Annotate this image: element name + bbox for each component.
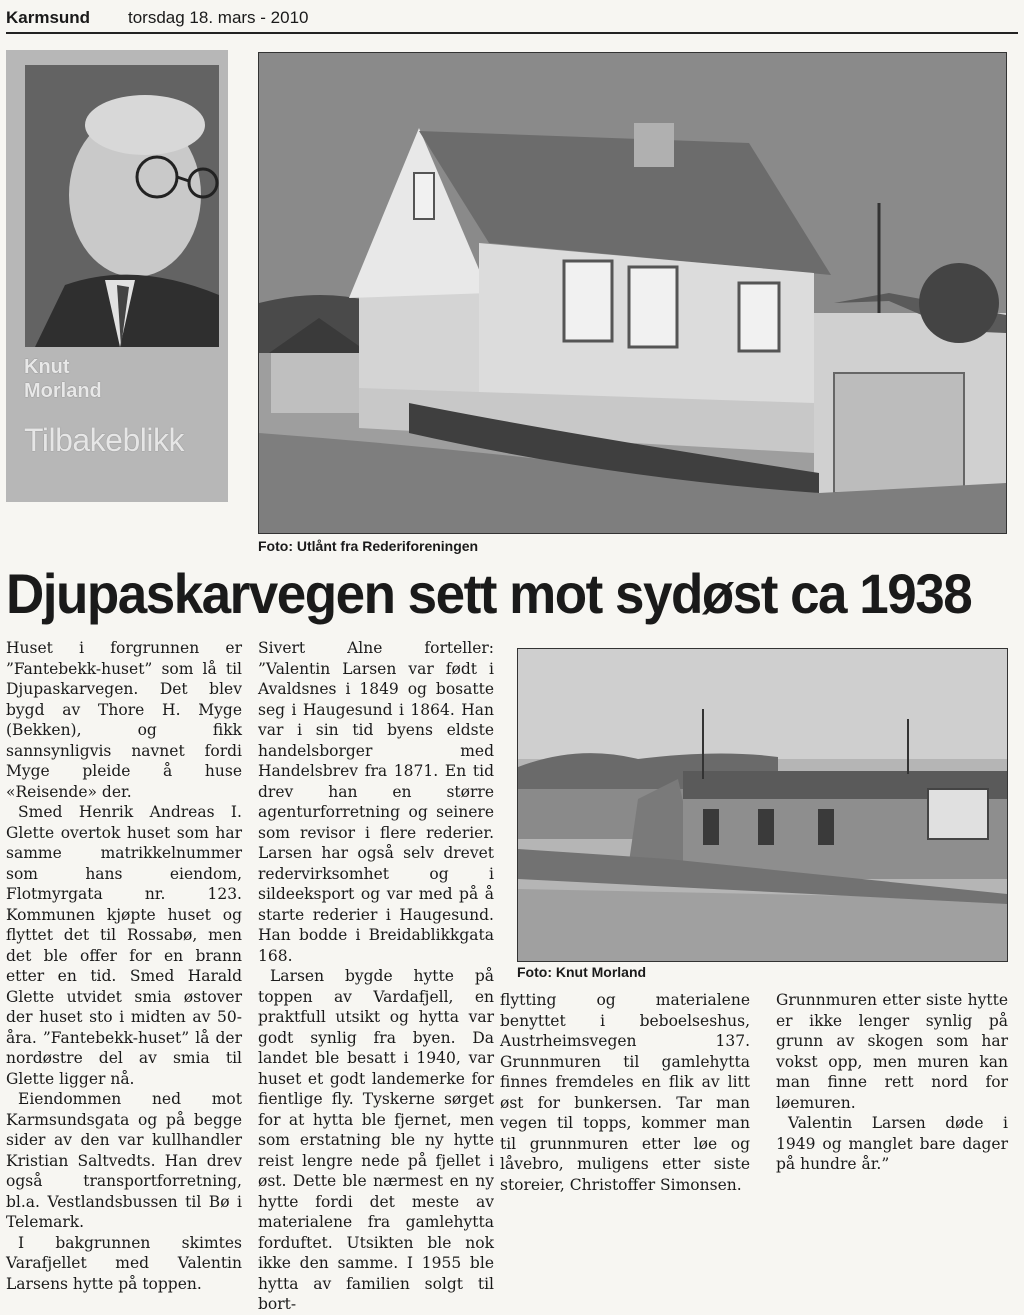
author-first-name: Knut: [24, 356, 70, 378]
page-header: [6, 4, 1018, 34]
author-last-name: Morland: [24, 380, 102, 402]
author-box: [6, 50, 228, 502]
article-column-2: [258, 638, 494, 1315]
article-column-1: [6, 638, 242, 1294]
article-paragraph: Huset i forgrunnen er ”Fantebekk-huset” som lå til Djupaskarvegen. Det blev bygd av Thore H. Myge (Bekken), og fikk sannsynligvis navnet fordi Myge pleide å huse «Reisende» der.: [6, 639, 242, 801]
article-paragraph: Larsen bygde hytte på toppen av Vardafjell, en praktfull utsikt og hytta var godt synlig fra byen. Da landet ble besatt i 1940, var huset et godt landemerke for fientlige fly. Tyskerne sørget for at hytta ble fjernet, men som erstatning ble ny hytte reist lengre nede på fjellet i øst. Dette ble nærmest en ny hytte fordi det meste av materialene fra gamlehytta forduftet. Utsikten ble nok ikke den samme. I 1955 ble hytta av familien solgt til bort-: [258, 967, 494, 1313]
article-column-4: [776, 990, 1008, 1175]
article-headline: Djupaskarvegen sett mot sydøst ca 1938: [6, 563, 972, 626]
author-byline: [24, 355, 224, 403]
main-photo-house: [258, 52, 1007, 534]
main-photo-caption: Foto: Utlånt fra Rederiforeningen: [258, 538, 479, 554]
newspaper-name: Karmsund: [6, 8, 91, 27]
issue-date: torsdag 18. mars - 2010: [128, 8, 309, 27]
author-portrait-image: [25, 65, 219, 347]
article-paragraph: Sivert Alne forteller: ”Valentin Larsen var født i Avaldsnes i 1849 og bosatte seg i Haugesund i 1864. Han var i sin tid byens eldste handelsborger med Handelsbrev fra 1871. En tid drev han en større agenturforretning og seinere som revisor i flere rederier. Larsen har også selv drevet redervirksomhet og i sildeeksport og var med på å starte rederier i Haugesund. Han bodde i Breidablikkgata 168.: [258, 639, 494, 965]
article-column-3: [500, 990, 750, 1195]
second-photo-street: [517, 648, 1008, 962]
article-paragraph: Grunnmuren etter siste hytte er ikke lenger synlig på grunn av skogen som har vokst opp, men muren kan man finne rett nord for løemuren.: [776, 991, 1008, 1112]
article-paragraph: Eiendommen ned mot Karmsundsgata og på begge sider av den var kullhandler Kristian Saltvedts. Han drev også transportforretning, bl.a. Vestlandsbussen til Bø i Telemark.: [6, 1090, 242, 1231]
article-paragraph: Smed Henrik Andreas I. Glette overtok huset som har samme matrikkelnummer som hans eiendom, Flotmyrgata nr. 123. Kommunen kjøpte huset og flyttet det til Rossabø, men det ble offer for en brann etter en tid. Smed Harald Glette utvidet smia østover der huset sto i midten av 50-åra. ”Fantebekk-huset” lå der nordøstre del av smia til Glette ligger nå.: [6, 803, 242, 1088]
article-paragraph: I bakgrunnen skimtes Varafjellet med Valentin Larsens hytte på toppen.: [6, 1233, 242, 1293]
column-label: Tilbakeblikk: [24, 422, 184, 458]
article-paragraph: Valentin Larsen døde i 1949 og manglet bare dager på hundre år.”: [776, 1114, 1008, 1173]
second-photo-caption: Foto: Knut Morland: [517, 964, 647, 980]
article-paragraph: flytting og materialene benyttet i beboelseshus, Austrheimsvegen 137. Grunnmuren til gamlehytta finnes fremdeles en flik av litt øst for bunkersen. Tar man vegen til topps, kommer man til grunnmuren etter løe og låvebro, muligens etter siste storeier, Christoffer Simonsen.: [500, 991, 750, 1194]
